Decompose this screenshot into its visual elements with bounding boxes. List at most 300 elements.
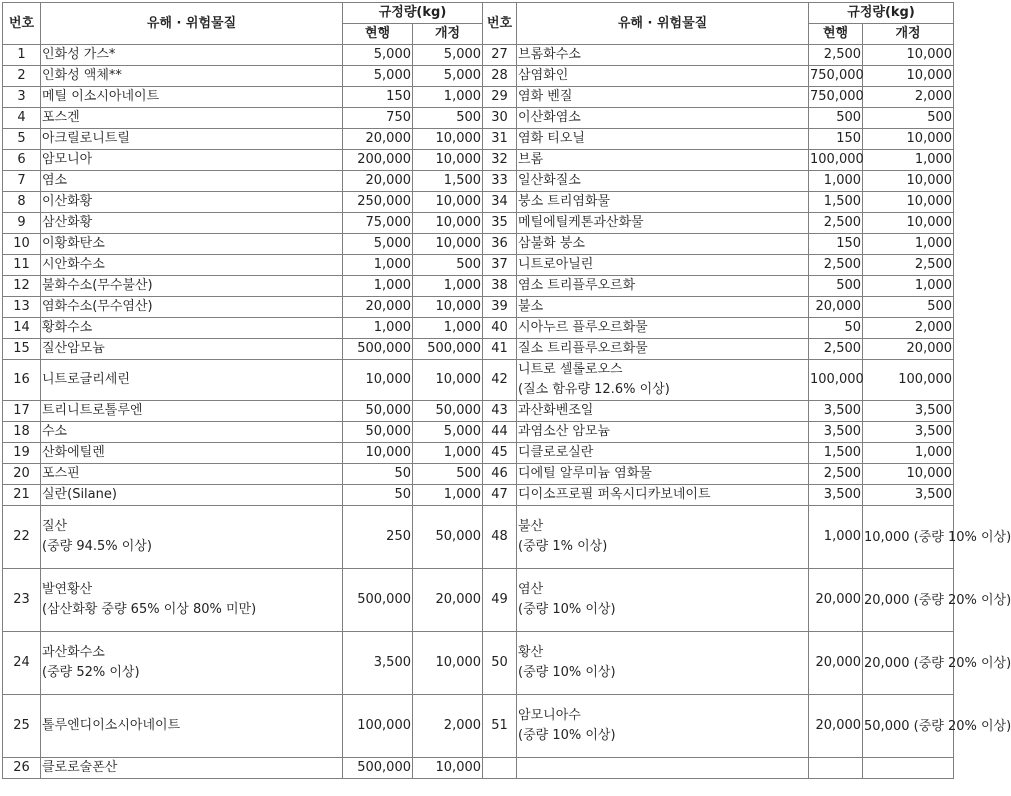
header-quantity-right: 규정량(kg) — [809, 3, 954, 24]
right-current-quantity: 20,000 — [809, 569, 863, 632]
left-item-number: 19 — [3, 443, 41, 464]
left-revised-quantity: 10,000 — [413, 234, 483, 255]
right-item-number: 40 — [483, 318, 517, 339]
right-current-quantity: 20,000 — [809, 695, 863, 758]
substance-name-text: 아크릴로니트릴 — [42, 131, 130, 146]
left-substance-name — [41, 234, 343, 255]
substance-condition-text: (중량 10% 이상) — [518, 728, 616, 743]
substance-name-text: 니트로 셀롤로오스 — [518, 362, 623, 377]
right-revised-quantity: 3,500 — [863, 422, 954, 443]
right-current-quantity: 2,500 — [809, 339, 863, 360]
right-revised-quantity: 10,000 — [863, 129, 954, 150]
table-row — [3, 129, 954, 150]
right-revised-quantity: 20,000 (중량 20% 이상) — [863, 569, 954, 632]
substance-name-text: 클로로술폰산 — [42, 760, 118, 775]
left-substance-name — [41, 569, 343, 632]
right-revised-quantity: 10,000 — [863, 66, 954, 87]
left-current-quantity: 750 — [343, 108, 413, 129]
table-row — [3, 422, 954, 443]
left-substance-name — [41, 422, 343, 443]
left-item-number: 9 — [3, 213, 41, 234]
left-current-quantity: 20,000 — [343, 297, 413, 318]
left-current-quantity: 10,000 — [343, 443, 413, 464]
substance-name-text: 니트로글리세린 — [42, 372, 130, 387]
table-row — [3, 150, 954, 171]
right-current-quantity: 3,500 — [809, 422, 863, 443]
table-row — [3, 108, 954, 129]
table-row — [3, 171, 954, 192]
right-item-number: 51 — [483, 695, 517, 758]
left-revised-quantity: 500,000 — [413, 339, 483, 360]
left-revised-quantity: 10,000 — [413, 150, 483, 171]
right-substance-name — [517, 464, 809, 485]
right-revised-quantity: 3,500 — [863, 401, 954, 422]
right-item-number: 29 — [483, 87, 517, 108]
left-substance-name — [41, 45, 343, 66]
right-revised-quantity: 2,000 — [863, 318, 954, 339]
right-current-quantity: 100,000 — [809, 150, 863, 171]
left-current-quantity: 20,000 — [343, 171, 413, 192]
left-substance-name — [41, 255, 343, 276]
substance-name-text: 질산 — [42, 519, 68, 534]
left-substance-name — [41, 695, 343, 758]
left-revised-quantity: 10,000 — [413, 758, 483, 779]
substance-name-text: 포스핀 — [42, 466, 80, 481]
right-current-quantity: 2,500 — [809, 464, 863, 485]
substance-name-text: 질소 트리플루오르화물 — [518, 341, 648, 356]
left-item-number: 17 — [3, 401, 41, 422]
left-revised-quantity: 50,000 — [413, 401, 483, 422]
left-revised-quantity: 50,000 — [413, 506, 483, 569]
substance-name-text: 이산화염소 — [518, 110, 581, 125]
header-revised-right: 개정 — [863, 24, 954, 45]
right-substance-name — [517, 297, 809, 318]
table-row — [3, 464, 954, 485]
left-revised-quantity: 1,000 — [413, 276, 483, 297]
right-current-quantity: 50 — [809, 318, 863, 339]
left-substance-name — [41, 485, 343, 506]
substance-name-text: 불소 — [518, 299, 544, 314]
left-item-number: 18 — [3, 422, 41, 443]
left-current-quantity: 1,000 — [343, 276, 413, 297]
right-current-quantity: 3,500 — [809, 401, 863, 422]
left-current-quantity: 500,000 — [343, 758, 413, 779]
header-current-right: 현행 — [809, 24, 863, 45]
left-substance-name — [41, 129, 343, 150]
table-body — [3, 45, 1011, 779]
left-item-number: 2 — [3, 66, 41, 87]
left-substance-name — [41, 401, 343, 422]
right-item-number: 35 — [483, 213, 517, 234]
left-item-number: 24 — [3, 632, 41, 695]
table-row — [3, 318, 954, 339]
substance-name-text: 불화수소(무수불산) — [42, 278, 153, 293]
substance-name-text: 시안화수소 — [42, 257, 105, 272]
left-item-number: 13 — [3, 297, 41, 318]
table-row — [3, 758, 954, 779]
right-current-quantity: 750,000 — [809, 87, 863, 108]
right-revised-quantity: 500 — [863, 108, 954, 129]
right-substance-name — [517, 108, 809, 129]
substance-name-text: 삼불화 붕소 — [518, 236, 585, 251]
substance-name-text: 삼염화인 — [518, 68, 569, 83]
substance-name-text: 브롬 — [518, 152, 544, 167]
right-revised-quantity: 2,500 — [863, 255, 954, 276]
header-substance-left: 유해 · 위험물질 — [41, 3, 343, 45]
right-current-quantity: 3,500 — [809, 485, 863, 506]
right-substance-name — [517, 87, 809, 108]
left-substance-name — [41, 632, 343, 695]
left-substance-name — [41, 339, 343, 360]
left-substance-name — [41, 360, 343, 401]
right-revised-quantity: 1,000 — [863, 234, 954, 255]
substance-name-text: 불산 — [518, 519, 544, 534]
left-revised-quantity: 20,000 — [413, 569, 483, 632]
left-revised-quantity: 5,000 — [413, 45, 483, 66]
right-substance-name — [517, 422, 809, 443]
table-row — [3, 632, 954, 695]
table-row — [3, 213, 954, 234]
left-item-number: 4 — [3, 108, 41, 129]
right-substance-name — [517, 276, 809, 297]
right-substance-name — [517, 506, 809, 569]
right-item-number: 45 — [483, 443, 517, 464]
right-item-number: 42 — [483, 360, 517, 401]
header-substance-right: 유해 · 위험물질 — [517, 3, 809, 45]
substance-name-text: 수소 — [42, 424, 68, 439]
left-item-number: 25 — [3, 695, 41, 758]
substance-name-text: 니트로아닐린 — [518, 257, 594, 272]
left-item-number: 20 — [3, 464, 41, 485]
substance-name-text: 디클로로실란 — [518, 445, 594, 460]
substance-condition-text: (삼산화황 중량 65% 이상 80% 미만) — [42, 602, 257, 617]
right-revised-quantity: 50,000 (중량 20% 이상) — [863, 695, 954, 758]
right-current-quantity: 150 — [809, 129, 863, 150]
right-substance-name — [517, 401, 809, 422]
table-row — [3, 443, 954, 464]
substance-name-text: 톨루엔디이소시아네이트 — [42, 718, 181, 733]
right-item-number — [483, 758, 517, 779]
substance-name-text: 일산화질소 — [518, 173, 581, 188]
left-substance-name — [41, 192, 343, 213]
right-revised-quantity: 20,000 — [863, 339, 954, 360]
table-row — [3, 255, 954, 276]
left-substance-name — [41, 66, 343, 87]
right-substance-name — [517, 632, 809, 695]
substance-condition-text: (중량 10% 이상) — [518, 602, 616, 617]
right-substance-name — [517, 192, 809, 213]
right-current-quantity: 100,000 — [809, 360, 863, 401]
substance-name-text: 인화성 가스* — [42, 47, 116, 62]
substance-name-text: 황산 — [518, 645, 544, 660]
right-item-number: 47 — [483, 485, 517, 506]
substance-name-text: 염소 — [42, 173, 68, 188]
left-item-number: 15 — [3, 339, 41, 360]
left-item-number: 16 — [3, 360, 41, 401]
right-substance-name — [517, 695, 809, 758]
substance-name-text: 디에틸 알루미늄 염화물 — [518, 466, 652, 481]
substance-name-text: 염화 벤질 — [518, 89, 573, 104]
right-substance-name — [517, 234, 809, 255]
left-item-number: 26 — [3, 758, 41, 779]
substance-name-text: 메틸에틸케톤과산화물 — [518, 215, 644, 230]
right-current-quantity — [809, 758, 863, 779]
left-revised-quantity: 10,000 — [413, 213, 483, 234]
table-row — [3, 192, 954, 213]
right-substance-name — [517, 318, 809, 339]
left-item-number: 6 — [3, 150, 41, 171]
left-revised-quantity: 1,000 — [413, 485, 483, 506]
left-current-quantity: 100,000 — [343, 695, 413, 758]
right-substance-name — [517, 66, 809, 87]
left-current-quantity: 150 — [343, 87, 413, 108]
right-item-number: 32 — [483, 150, 517, 171]
substance-name-text: 인화성 액체** — [42, 68, 122, 83]
right-current-quantity: 750,000 — [809, 66, 863, 87]
right-revised-quantity: 1,000 — [863, 443, 954, 464]
right-substance-name — [517, 45, 809, 66]
left-item-number: 10 — [3, 234, 41, 255]
substance-name-text: 실란(Silane) — [42, 487, 117, 502]
substance-name-text: 붕소 트리염화물 — [518, 194, 611, 209]
right-revised-quantity: 100,000 — [863, 360, 954, 401]
substance-condition-text: (중량 52% 이상) — [42, 665, 140, 680]
right-revised-quantity: 2,000 — [863, 87, 954, 108]
left-current-quantity: 3,500 — [343, 632, 413, 695]
right-current-quantity: 1,500 — [809, 443, 863, 464]
right-item-number: 41 — [483, 339, 517, 360]
substance-name-text: 질산암모늄 — [42, 341, 105, 356]
substance-condition-text: (중량 10% 이상) — [518, 665, 616, 680]
substance-name-text: 과염소산 암모늄 — [518, 424, 611, 439]
left-revised-quantity: 500 — [413, 108, 483, 129]
substance-name-text: 암모니아 — [42, 152, 93, 167]
right-item-number: 38 — [483, 276, 517, 297]
substance-name-text: 과산화수소 — [42, 645, 105, 660]
left-current-quantity: 5,000 — [343, 45, 413, 66]
right-revised-quantity: 1,000 — [863, 150, 954, 171]
regulated-substances-table — [2, 2, 1011, 779]
right-current-quantity: 1,000 — [809, 171, 863, 192]
table-row — [3, 45, 954, 66]
left-current-quantity: 50,000 — [343, 401, 413, 422]
right-substance-name — [517, 443, 809, 464]
right-substance-name — [517, 485, 809, 506]
right-current-quantity: 2,500 — [809, 213, 863, 234]
left-revised-quantity: 10,000 — [413, 360, 483, 401]
right-revised-quantity: 20,000 (중량 20% 이상) — [863, 632, 954, 695]
substance-name-text: 염화수소(무수염산) — [42, 299, 153, 314]
left-item-number: 23 — [3, 569, 41, 632]
left-item-number: 21 — [3, 485, 41, 506]
left-current-quantity: 500,000 — [343, 339, 413, 360]
left-substance-name — [41, 213, 343, 234]
left-item-number: 11 — [3, 255, 41, 276]
left-current-quantity: 10,000 — [343, 360, 413, 401]
right-substance-name — [517, 360, 809, 401]
left-substance-name — [41, 758, 343, 779]
right-revised-quantity — [863, 758, 954, 779]
table-row — [3, 401, 954, 422]
right-current-quantity: 20,000 — [809, 632, 863, 695]
left-current-quantity: 50,000 — [343, 422, 413, 443]
left-substance-name — [41, 318, 343, 339]
left-revised-quantity: 10,000 — [413, 192, 483, 213]
substance-name-text: 산화에틸렌 — [42, 445, 105, 460]
header-no-right: 번호 — [483, 3, 517, 45]
right-current-quantity: 500 — [809, 276, 863, 297]
substance-name-text: 염화 티오닐 — [518, 131, 585, 146]
left-revised-quantity: 1,000 — [413, 443, 483, 464]
right-item-number: 46 — [483, 464, 517, 485]
right-item-number: 39 — [483, 297, 517, 318]
left-substance-name — [41, 276, 343, 297]
left-current-quantity: 500,000 — [343, 569, 413, 632]
left-revised-quantity: 10,000 — [413, 632, 483, 695]
substance-condition-text: (중량 1% 이상) — [518, 539, 608, 554]
left-substance-name — [41, 108, 343, 129]
left-item-number: 8 — [3, 192, 41, 213]
right-item-number: 33 — [483, 171, 517, 192]
right-revised-quantity: 500 — [863, 297, 954, 318]
left-substance-name — [41, 297, 343, 318]
right-item-number: 28 — [483, 66, 517, 87]
left-revised-quantity: 1,500 — [413, 171, 483, 192]
left-substance-name — [41, 506, 343, 569]
substance-name-text: 발연황산 — [42, 582, 93, 597]
table-row — [3, 360, 954, 401]
left-current-quantity: 250 — [343, 506, 413, 569]
substance-name-text: 포스겐 — [42, 110, 80, 125]
left-current-quantity: 250,000 — [343, 192, 413, 213]
right-revised-quantity: 3,500 — [863, 485, 954, 506]
right-item-number: 50 — [483, 632, 517, 695]
right-substance-name — [517, 171, 809, 192]
header-no-left: 번호 — [3, 3, 41, 45]
right-substance-name — [517, 569, 809, 632]
right-item-number: 34 — [483, 192, 517, 213]
substance-name-text: 황화수소 — [42, 320, 93, 335]
right-current-quantity: 2,500 — [809, 255, 863, 276]
right-current-quantity: 150 — [809, 234, 863, 255]
left-current-quantity: 1,000 — [343, 255, 413, 276]
left-current-quantity: 50 — [343, 464, 413, 485]
right-item-number: 44 — [483, 422, 517, 443]
left-current-quantity: 1,000 — [343, 318, 413, 339]
table-row — [3, 339, 954, 360]
right-revised-quantity: 10,000 — [863, 192, 954, 213]
header-current-left: 현행 — [343, 24, 413, 45]
right-substance-name — [517, 339, 809, 360]
table-row — [3, 297, 954, 318]
substance-name-text: 이산화황 — [42, 194, 93, 209]
substance-name-text: 삼산화황 — [42, 215, 93, 230]
left-current-quantity: 50 — [343, 485, 413, 506]
header-quantity-left: 규정량(kg) — [343, 3, 483, 24]
right-current-quantity: 20,000 — [809, 297, 863, 318]
right-substance-name — [517, 129, 809, 150]
right-substance-name — [517, 255, 809, 276]
left-substance-name — [41, 171, 343, 192]
right-revised-quantity: 10,000 — [863, 45, 954, 66]
left-revised-quantity: 500 — [413, 464, 483, 485]
right-substance-name — [517, 213, 809, 234]
right-revised-quantity: 10,000 — [863, 171, 954, 192]
right-current-quantity: 500 — [809, 108, 863, 129]
substance-name-text: 브롬화수소 — [518, 47, 581, 62]
left-item-number: 5 — [3, 129, 41, 150]
right-revised-quantity: 10,000 — [863, 464, 954, 485]
table-row — [3, 234, 954, 255]
substance-condition-text: (중량 94.5% 이상) — [42, 539, 152, 554]
left-revised-quantity: 1,000 — [413, 318, 483, 339]
left-item-number: 22 — [3, 506, 41, 569]
substance-name-text: 이황화탄소 — [42, 236, 105, 251]
left-item-number: 14 — [3, 318, 41, 339]
substance-name-text: 시아누르 플루오르화물 — [518, 320, 648, 335]
left-substance-name — [41, 464, 343, 485]
left-revised-quantity: 5,000 — [413, 422, 483, 443]
right-item-number: 30 — [483, 108, 517, 129]
table-row — [3, 66, 954, 87]
right-item-number: 27 — [483, 45, 517, 66]
left-substance-name — [41, 150, 343, 171]
right-item-number: 48 — [483, 506, 517, 569]
right-item-number: 31 — [483, 129, 517, 150]
left-item-number: 1 — [3, 45, 41, 66]
left-item-number: 3 — [3, 87, 41, 108]
right-revised-quantity: 1,000 — [863, 276, 954, 297]
left-item-number: 12 — [3, 276, 41, 297]
left-revised-quantity: 5,000 — [413, 66, 483, 87]
right-revised-quantity: 10,000 — [863, 213, 954, 234]
right-revised-quantity: 10,000 (중량 10% 이상) — [863, 506, 954, 569]
substance-condition-text: (질소 함유량 12.6% 이상) — [518, 382, 670, 397]
left-current-quantity: 200,000 — [343, 150, 413, 171]
right-item-number: 49 — [483, 569, 517, 632]
left-current-quantity: 5,000 — [343, 234, 413, 255]
left-revised-quantity: 2,000 — [413, 695, 483, 758]
right-item-number: 37 — [483, 255, 517, 276]
table-row — [3, 695, 954, 758]
left-substance-name — [41, 443, 343, 464]
table-row — [3, 506, 954, 569]
right-current-quantity: 2,500 — [809, 45, 863, 66]
header-revised-left: 개정 — [413, 24, 483, 45]
right-substance-name — [517, 150, 809, 171]
right-item-number: 43 — [483, 401, 517, 422]
substance-name-text: 과산화벤조일 — [518, 403, 594, 418]
table-row — [3, 485, 954, 506]
table-row — [3, 87, 954, 108]
left-current-quantity: 20,000 — [343, 129, 413, 150]
right-substance-name — [517, 758, 809, 779]
substance-name-text: 디이소프로필 퍼옥시디카보네이트 — [518, 487, 711, 502]
left-revised-quantity: 10,000 — [413, 297, 483, 318]
left-substance-name — [41, 87, 343, 108]
right-item-number: 36 — [483, 234, 517, 255]
substance-name-text: 메틸 이소시아네이트 — [42, 89, 160, 104]
left-revised-quantity: 1,000 — [413, 87, 483, 108]
substance-name-text: 암모니아수 — [518, 708, 581, 723]
substance-name-text: 염소 트리플루오르화 — [518, 278, 636, 293]
substance-name-text: 트리니트로톨루엔 — [42, 403, 143, 418]
table-row — [3, 276, 954, 297]
right-current-quantity: 1,000 — [809, 506, 863, 569]
right-current-quantity: 1,500 — [809, 192, 863, 213]
left-revised-quantity: 500 — [413, 255, 483, 276]
left-revised-quantity: 10,000 — [413, 129, 483, 150]
